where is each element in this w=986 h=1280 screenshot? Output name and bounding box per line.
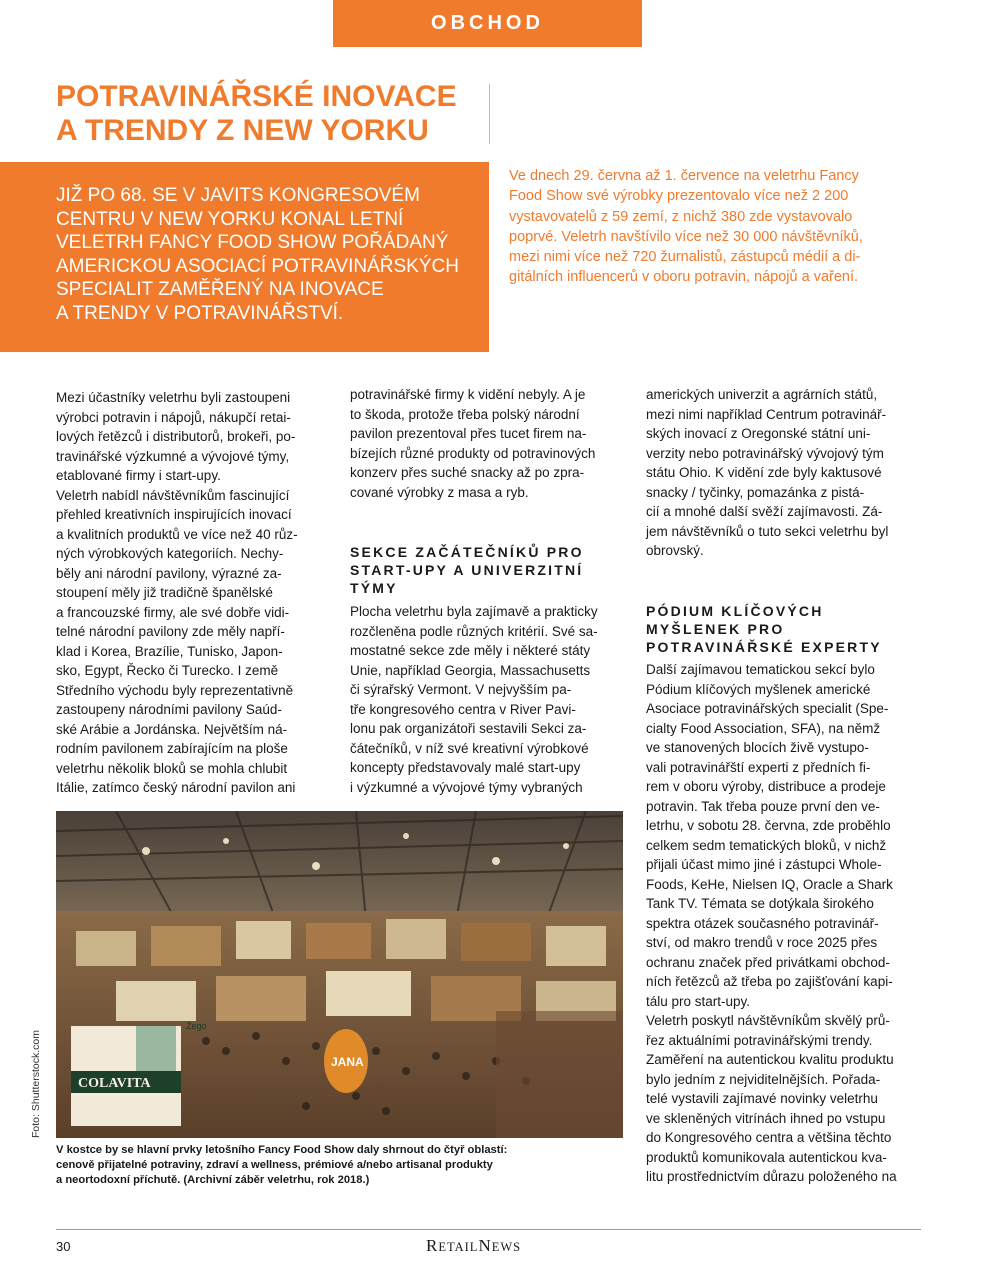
lead-line: AMERICKOU ASOCIACÍ POTRAVINÁŘSKÝCH: [56, 255, 459, 277]
text-line: bízejích různé produkty od potravinových: [350, 445, 596, 461]
text-line: státu Ohio. K vidění zde byly kaktusové: [646, 465, 882, 480]
text-line: obrovský.: [646, 543, 704, 558]
text-line: letrhu, v sobotu 28. června, zde proběhlo: [646, 818, 891, 833]
text-line: klad i Korea, Brazílie, Tunisko, Japon-: [56, 643, 283, 659]
text-line: běly ani národní pavilony, výrazné za-: [56, 565, 282, 581]
text-line: Itálie, zatímco český národní pavilon ani: [56, 780, 296, 795]
text-line: ské Arábie a Jordánska. Největším ná-: [56, 721, 288, 737]
trade-show-photo: [56, 811, 623, 1138]
text-line: rodním pavilonem zabírajícím na ploše: [56, 741, 288, 756]
text-line: amerických univerzit a agrárních států,: [646, 387, 878, 402]
sign-zego: Zego: [186, 1021, 207, 1031]
intro-line: mezi nimi více než 720 žurnalistů, zástupců médií a di-: [509, 249, 861, 266]
title-line: A TRENDY Z NEW YORKU: [56, 114, 429, 147]
lead-line: CENTRU V NEW YORKU KONAL LETNÍ: [56, 208, 404, 230]
text-line: čátečníků, v níž své kreativní výrobkové: [350, 740, 589, 756]
text-line: snacky / tyčinky, pomazánka z pistá-: [646, 484, 865, 500]
text-line: potravinářské firmy k vidění nebyly. A je: [350, 387, 586, 402]
text-line: mezi nimi například Centrum potravinář-: [646, 406, 887, 422]
text-line: tálu pro start-upy.: [646, 993, 751, 1009]
text-line: litu prostřednictvím důrazu položeného na: [646, 1169, 897, 1184]
text-line: etablované firmy i start-upy.: [56, 468, 221, 483]
text-line: to škoda, protože třeba polský národní: [350, 406, 580, 422]
text-line: cované výrobky z masa a ryb.: [350, 484, 529, 500]
subheading-line: START-UPY A UNIVERZITNÍ: [350, 562, 584, 578]
sign-colavita: COLAVITA: [78, 1076, 151, 1091]
text-line: lonu pak organizátoři sestavili Sekci za-: [350, 721, 587, 736]
text-line: ských inovací z Oregonské státní uni-: [646, 426, 871, 441]
body-column-3-top: [646, 385, 926, 561]
text-line: ve skleněných vitrínách ihned po vstupu: [646, 1110, 886, 1126]
text-line: do Kongresového centra a většina těchto: [646, 1130, 892, 1145]
subheading-line: TÝMY: [350, 580, 398, 596]
text-line: ství, od makro trendů v roce 2025 přes: [646, 935, 878, 950]
text-line: a kvalitních produktů ve více než 40 růz-: [56, 526, 298, 542]
text-line: Asociace potravinářských specialit (Spe-: [646, 701, 889, 716]
lead-line: JIŽ PO 68. SE V JAVITS KONGRESOVÉM: [56, 185, 420, 206]
text-line: Plocha veletrhu byla zajímavě a prakticky: [350, 604, 598, 619]
brand-part: N: [478, 1236, 492, 1255]
text-line: sko, Egypt, Řecko či Turecko. I země: [56, 663, 279, 678]
text-line: konzerv přes suché snacky až po zpra-: [350, 465, 585, 480]
text-line: ných výrobkových kategoriích. Nechy-: [56, 546, 284, 561]
brand-part: R: [426, 1236, 439, 1255]
text-line: Veletrh nabídl návštěvníkům fascinující: [56, 487, 290, 503]
intro-line: Ve dnech 29. června až 1. července na veletrhu Fancy: [509, 168, 859, 184]
text-line: telné národní pavilony zde měly napří-: [56, 624, 285, 639]
photo-caption: [56, 1143, 626, 1188]
brand-part: EWS: [491, 1240, 522, 1254]
text-line: ochranu značek před privátkami obchod-: [646, 954, 890, 970]
text-line: travinářské výzkumné a vývojové týmy,: [56, 448, 290, 464]
body-column-3-bottom: [646, 660, 926, 1187]
page-number: 30: [56, 1239, 71, 1254]
text-line: veletrhu několik bloků se mohla chlubit: [56, 760, 288, 776]
text-line: Foods, KeHe, Nielsen IQ, Oracle a Shark: [646, 876, 893, 892]
subheading-podium: [646, 602, 882, 656]
text-line: lových řetězců i distributorů, brokeři, po-: [56, 429, 296, 444]
brand-part: ETAIL: [438, 1240, 479, 1254]
text-line: mostatné sekce zde měly i některé státy: [350, 643, 591, 658]
title-divider: [489, 84, 490, 144]
text-line: rozčleněna podle různých kritérií. Své sa-: [350, 623, 598, 639]
trade-show-photo-illustration: [56, 811, 623, 1138]
text-line: Tank TV. Témata se dotýkala širokého: [646, 896, 874, 911]
magazine-logo: [426, 1236, 521, 1256]
footer-divider: [56, 1229, 921, 1230]
text-line: zastoupeny národními pavilony Saúd-: [56, 702, 282, 717]
text-line: produktů komunikovala autentickou kva-: [646, 1149, 887, 1165]
caption-line: cenově přijatelné potraviny, zdraví a wellness, prémiové a/nebo artisanal produkty: [56, 1159, 493, 1171]
caption-line: a neortodoxní příchutě. (Archivní záběr veletrhu, rok 2018.): [56, 1174, 370, 1186]
subheading-line: SEKCE ZAČÁTEČNÍKŮ PRO: [350, 544, 584, 560]
subheading-line: MYŠLENEK PRO: [646, 621, 785, 637]
sign-jana: JANA: [331, 1055, 364, 1069]
intro-line: vystavovatelů z 59 zemí, z nichž 380 zde vystavovalo: [509, 208, 853, 225]
text-line: spektra otázek současného potravinář-: [646, 915, 879, 931]
subheading-line: POTRAVINÁŘSKÉ EXPERTY: [646, 639, 882, 655]
text-line: vali potravinářští experti z předních fi-: [646, 759, 871, 775]
photo-credit: Foto: Shutterstock.com: [30, 1030, 42, 1138]
section-label: OBCHOD: [333, 0, 642, 47]
text-line: či sýrařský Vermont. V nejvyšším pa-: [350, 682, 572, 697]
title-line: POTRAVINÁŘSKÉ INOVACE: [56, 80, 457, 113]
lead-box: [0, 162, 489, 352]
text-line: a francouzské firmy, ale své dobře vidi-: [56, 604, 290, 620]
text-line: pavilon prezentoval přes tucet firem na-: [350, 426, 587, 441]
text-line: i výzkumné a vývojové týmy vybraných: [350, 779, 583, 795]
lead-line: VELETRH FANCY FOOD SHOW POŘÁDANÝ: [56, 232, 449, 253]
text-line: koncepty představovaly malé start-upy: [350, 760, 581, 775]
text-line: ních řetězců až třeba po zajišťování kapi-: [646, 974, 893, 989]
subheading-startups: [350, 543, 584, 597]
intro-line: poprvé. Veletrh navštívilo více než 30 000 návštěvníků,: [509, 228, 863, 245]
text-line: tře kongresového centra v River Pavi-: [350, 701, 576, 717]
body-column-2-top: [350, 385, 630, 502]
text-line: rem v oboru výroby, distribuce a prodeje: [646, 779, 886, 794]
article-title: [56, 80, 486, 148]
text-line: Unie, například Georgia, Massachusetts: [350, 662, 591, 678]
text-line: Mezi účastníky veletrhu byli zastoupeni: [56, 390, 291, 405]
text-line: cií a mnohé další svěží zajímavosti. Zá-: [646, 504, 883, 519]
lead-line: SPECIALIT ZAMĚŘENÝ NA INOVACE: [56, 279, 384, 300]
text-line: přehled kreativních inspirujících inovací: [56, 507, 292, 522]
text-line: jem návštěvníků o tuto sekci veletrhu byl: [646, 523, 889, 539]
text-line: verzity nebo potravinářský vývojový tým: [646, 445, 884, 461]
text-line: bylo jedním z nejviditelnějších. Pořada-: [646, 1071, 881, 1087]
text-line: stoupení měly již tradičně španělské: [56, 585, 273, 600]
text-line: telé vystavili zajímavé novinky veletrhu: [646, 1091, 878, 1106]
intro-line: Food Show své výrobky prezentovalo více než 2 200: [509, 188, 849, 205]
text-line: Veletrh poskytl návštěvníkům skvělý prů-: [646, 1013, 890, 1028]
text-line: Pódium klíčových myšlenek americké: [646, 681, 871, 697]
text-line: cialty Food Association, SFA), na němž: [646, 720, 881, 736]
text-line: celkem sedm tematických bloků, v nichž: [646, 837, 887, 853]
intro-line: gitálních influencerů v oboru potravin, nápojů a vaření.: [509, 269, 859, 286]
text-line: výrobci potravin i nápojů, nákupčí retai-: [56, 409, 291, 425]
intro-paragraph: [509, 166, 909, 288]
text-line: řez aktuálními potravinářskými trendy.: [646, 1032, 873, 1048]
body-column-1: [56, 388, 331, 798]
text-line: ve stanovených blocích živě vystupo-: [646, 740, 869, 755]
text-line: potravin. Tak třeba pouze první den ve-: [646, 798, 880, 814]
lead-line: A TRENDY V POTRAVINÁŘSTVÍ.: [56, 302, 344, 324]
body-column-2-bottom: [350, 602, 630, 797]
text-line: Zaměření na autentickou kvalitu produktu: [646, 1052, 894, 1067]
subheading-line: PÓDIUM KLÍČOVÝCH: [646, 603, 824, 619]
text-line: přijali účast mimo jiné i zástupci Whole-: [646, 857, 882, 872]
text-line: Středního východu byly reprezentativně: [56, 682, 294, 698]
caption-line: V kostce by se hlavní prvky letošního Fancy Food Show daly shrnout do čtyř oblastí:: [56, 1144, 508, 1156]
text-line: Další zajímavou tematickou sekcí bylo: [646, 662, 875, 677]
